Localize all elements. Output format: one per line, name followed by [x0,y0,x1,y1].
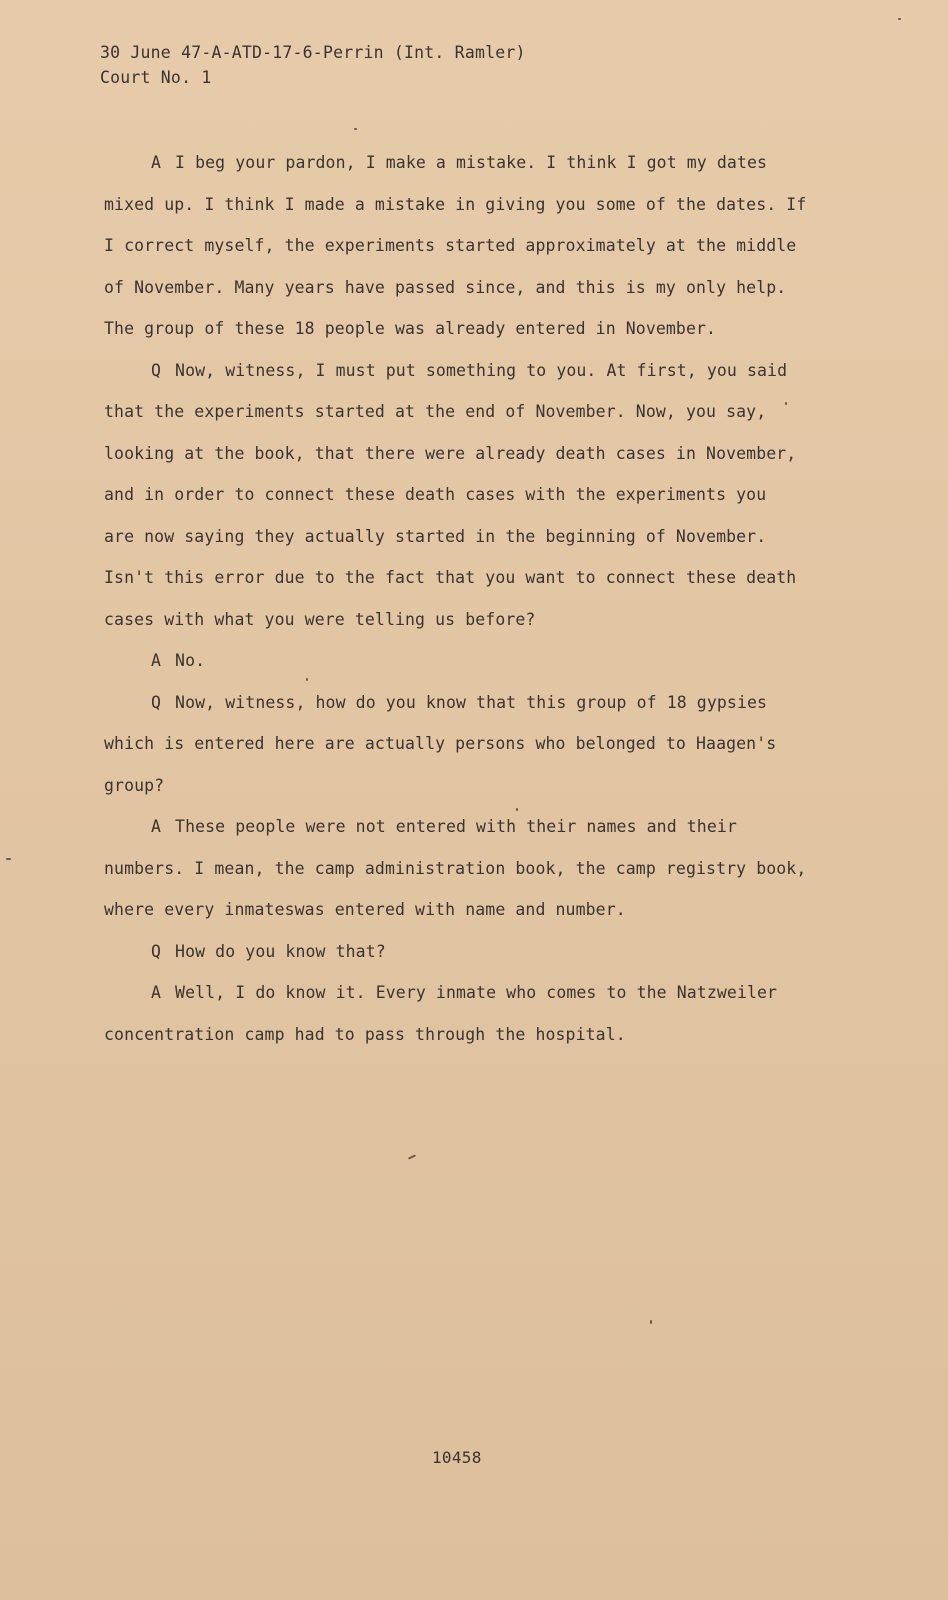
transcript-line [104,723,824,765]
transcript-line [104,640,824,682]
transcript-paragraph [104,931,824,973]
transcript-paragraph [104,142,824,350]
transcript-body [104,142,824,1055]
transcript-paragraph [104,682,824,807]
line-text: How do you know that? [175,941,386,961]
document-header [100,40,526,90]
transcript-line [104,682,824,724]
transcript-line [104,972,824,1014]
transcript-line [104,1014,824,1056]
transcript-paragraph [104,350,824,641]
paper-speck [408,1154,416,1159]
paper-speck [898,18,901,20]
line-text: and in order to connect these death cases with the experiments you [104,485,767,504]
line-text: The group of these 18 people was already entered in November. [104,319,717,338]
speaker-label: Q [151,360,162,380]
header-session-line: 30 June 47-A-ATD-17-6-Perrin (Int. Ramler) [100,43,526,62]
transcript-paragraph [104,806,824,931]
line-text: where every inmateswas entered with name and number. [104,900,626,919]
transcript-line [104,225,824,267]
transcript-paragraph [104,640,824,682]
speaker-label: Q [151,941,162,961]
transcript-line [104,889,824,931]
paper-speck [516,808,518,811]
page-number: 10458 [432,1448,482,1467]
paper-speck [306,678,308,681]
line-text: Now, witness, I must put something to you. At first, you said [175,360,788,380]
line-text: I beg your pardon, I make a mistake. I think I got my dates [175,153,768,172]
line-text: that the experiments started at the end of November. Now, you say, [104,402,767,421]
transcript-line [104,765,824,807]
transcript-line [104,433,824,475]
header-court-line: Court No. 1 [100,68,212,87]
transcript-line [104,142,824,184]
line-text: No. [175,651,206,670]
paper-speck [650,1320,652,1324]
speaker-label: A [151,651,162,670]
transcript-line [104,391,824,433]
transcript-line [104,350,824,392]
transcript-line [104,806,824,848]
line-text: of November. Many years have passed since, and this is my only help. [104,277,787,297]
transcript-line [104,599,824,641]
transcript-paragraph [104,972,824,1055]
transcript-line [104,184,824,226]
paper-speck [354,128,357,130]
transcript-line [104,267,824,309]
speaker-label: A [151,983,162,1002]
transcript-line [104,308,824,350]
speaker-label: Q [151,692,162,712]
line-text: Well, I do know it. Every inmate who comes to the Natzweiler [175,983,778,1002]
line-text: mixed up. I think I made a mistake in giving you some of the dates. If [104,194,807,214]
line-text: I correct myself, the experiments started approximately at the middle [104,236,797,255]
speaker-label: A [151,817,162,836]
paper-speck [785,402,787,405]
paper-speck [6,858,11,860]
transcript-line [104,848,824,890]
speaker-label: A [151,153,162,172]
line-text: concentration camp had to pass through the hospital. [104,1024,626,1044]
line-text: group? [104,775,165,795]
line-text: These people were not entered with their names and their [175,817,737,836]
transcript-line [104,474,824,516]
line-text: numbers. I mean, the camp administration book, the camp registry book, [104,858,807,878]
transcript-line [104,516,824,558]
transcript-line [104,557,824,599]
transcript-line [104,931,824,973]
line-text: Now, witness, how do you know that this group of 18 gypsies [175,692,768,712]
line-text: are now saying they actually started in the beginning of November. [104,526,767,546]
line-text: looking at the book, that there were already death cases in November, [104,443,797,463]
line-text: cases with what you were telling us before? [104,609,536,629]
line-text: Isn't this error due to the fact that you want to connect these death [104,568,797,587]
line-text: which is entered here are actually persons who belonged to Haagen's [104,734,777,753]
